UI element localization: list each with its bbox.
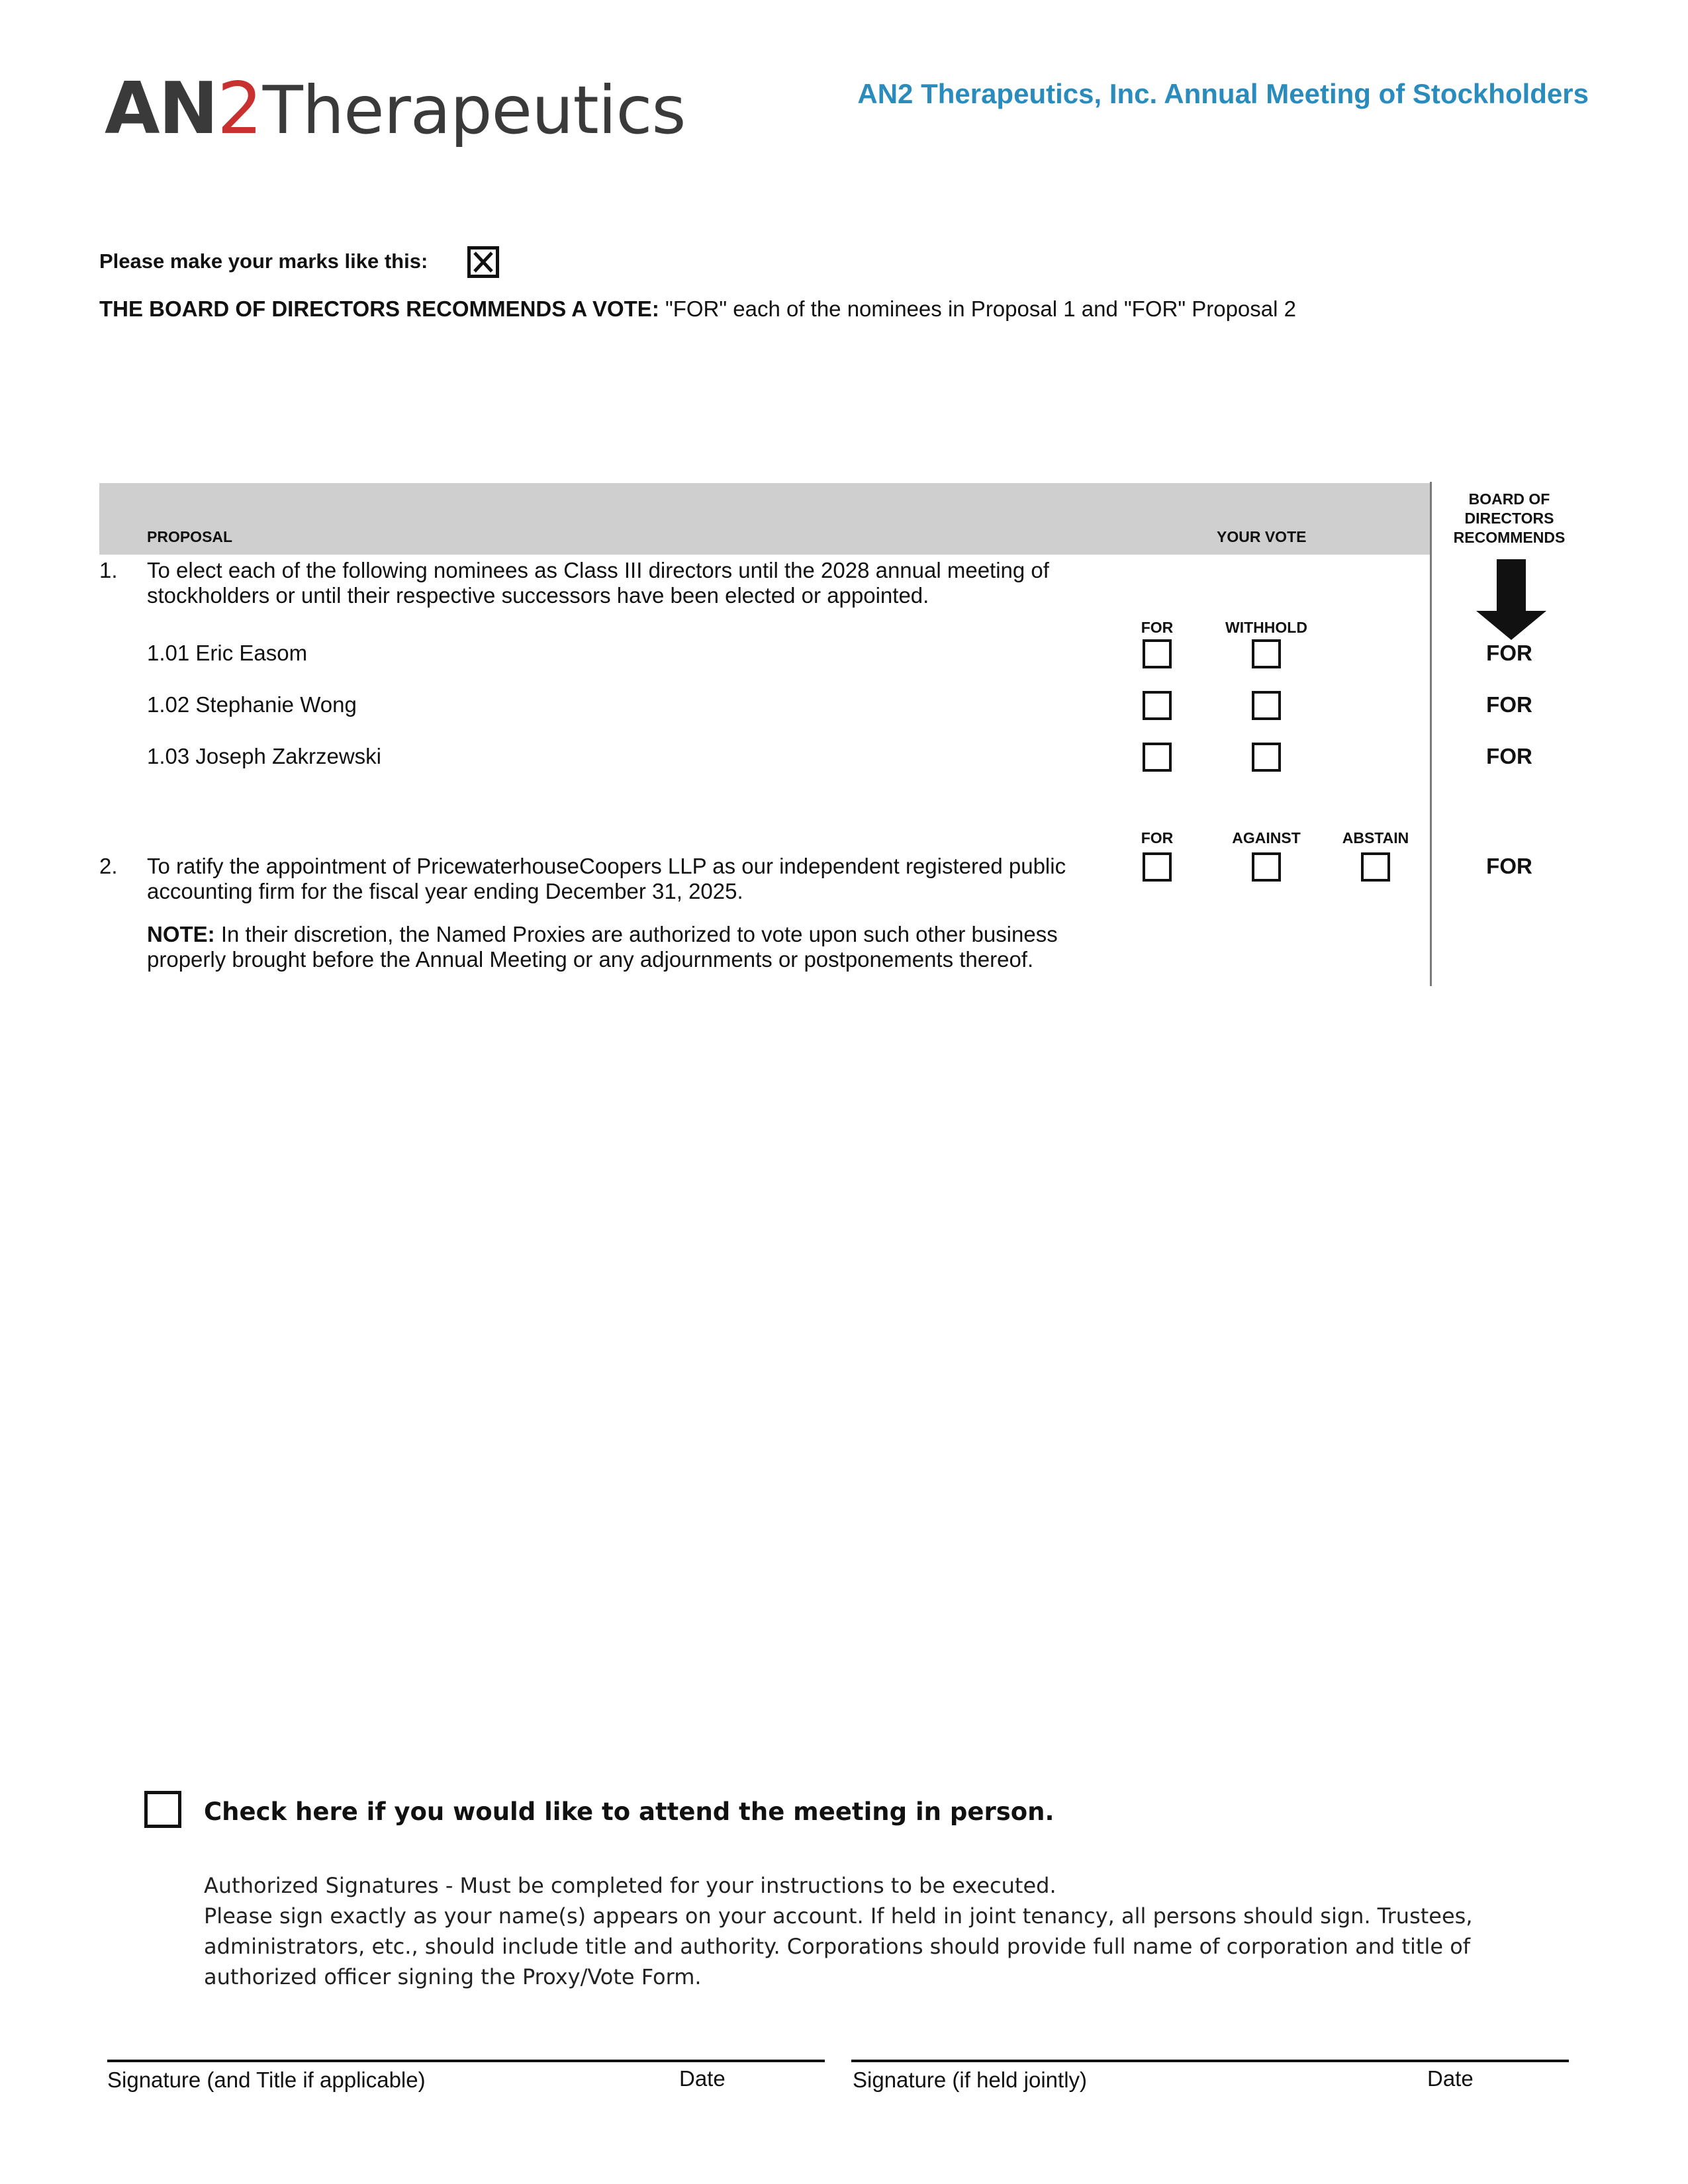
date-1-label: Date [679,2066,726,2091]
nominee-2-withhold-checkbox[interactable] [1252,691,1281,720]
proposal-2-text [147,854,1066,904]
sample-mark-box [467,246,499,278]
bod-line2: DIRECTORS [1464,510,1554,527]
recommendation-divider [1430,482,1432,986]
marks-instruction: Please make your marks like this: [99,250,428,273]
note-line1: In their discretion, the Named Proxies are authorized to vote upon such other business [214,922,1058,946]
proposal-1-number: 1. [99,558,118,582]
nominee-1-label: 1.01 Eric Easom [147,641,308,665]
date-2-label: Date [1427,2066,1474,2091]
nominee-1-withhold-checkbox[interactable] [1252,639,1281,668]
recommend-label: THE BOARD OF DIRECTORS RECOMMENDS A VOTE: [99,296,659,321]
proposal-2-abstain-checkbox[interactable] [1361,852,1390,882]
arrow-down-icon [1475,559,1548,640]
nominee-2-for-checkbox[interactable] [1143,691,1172,720]
auth-line4: authorized officer signing the Proxy/Vote Form. [204,1964,702,1989]
auth-line3: administrators, etc., should include title and authority. Corporations should provide full name of corporation and title of [204,1934,1471,1959]
board-recommendation [99,296,1296,322]
note-line2: properly brought before the Annual Meeting or any adjournments or postponements thereof. [147,947,1034,972]
proposal-1-line2: stockholders or until their respective successors have been elected or appointed. [147,583,929,608]
nominee-3-recommendation: FOR [1486,744,1532,768]
nominee-3-for-checkbox[interactable] [1143,743,1172,772]
logo-2: 2 [216,68,263,150]
proposal-2-line2: accounting firm for the fiscal year ending December 31, 2025. [147,879,743,903]
bod-line1: BOARD OF [1468,490,1550,508]
logo-an: AN [105,68,217,150]
proposal-2-against-checkbox[interactable] [1252,852,1281,882]
signature-line-2[interactable] [851,2060,1569,2062]
your-vote-header: YOUR VOTE [1217,528,1307,545]
nominee-3-label: 1.03 Joseph Zakrzewski [147,744,381,768]
p2-for-header: FOR [1141,829,1174,846]
auth-line2: Please sign exactly as your name(s) appears on your account. If held in joint tenancy, all persons should sign. Trustees, [204,1903,1473,1929]
attend-in-person-checkbox[interactable] [144,1791,181,1828]
proposal-2-line1: To ratify the appointment of PricewaterhouseCoopers LLP as our independent registered public [147,854,1066,878]
auth-line1: Authorized Signatures - Must be completed for your instructions to be executed. [204,1873,1056,1898]
signature-2-label: Signature (if held jointly) [853,2068,1088,2092]
proposal-1-text [147,558,1049,608]
bod-line3: RECOMMENDS [1453,529,1566,546]
proposal-1-line1: To elect each of the following nominees as Class III directors until the 2028 annual meeting of [147,558,1049,582]
recommend-text: "FOR" each of the nominees in Proposal 1 and "FOR" Proposal 2 [659,296,1296,321]
nominee-2-recommendation: FOR [1486,692,1532,717]
authorization-text [204,1870,1488,1992]
logo-therapeutics: Therapeutics [262,71,686,149]
signature-1-label: Signature (and Title if applicable) [107,2068,426,2092]
meeting-title: AN2 Therapeutics, Inc. Annual Meeting of Stockholders [857,78,1589,109]
company-logo [105,66,686,152]
note-label: NOTE: [147,922,215,946]
nominee-1-for-checkbox[interactable] [1143,639,1172,668]
proposal-2-number: 2. [99,854,118,878]
signature-line-1[interactable] [107,2060,825,2062]
nominee-1-recommendation: FOR [1486,641,1532,665]
board-recommends-header [1433,490,1585,547]
proposal-2-for-checkbox[interactable] [1143,852,1172,882]
p2-against-header: AGAINST [1232,829,1301,846]
nominee-3-withhold-checkbox[interactable] [1252,743,1281,772]
proposal-2-recommendation: FOR [1486,854,1532,878]
p1-for-header: FOR [1141,619,1174,636]
proposal-header: PROPOSAL [147,528,233,545]
note [147,922,1058,972]
p2-abstain-header: ABSTAIN [1342,829,1409,846]
x-mark-icon [471,250,496,275]
nominee-2-label: 1.02 Stephanie Wong [147,692,357,717]
attend-in-person-label: Check here if you would like to attend the meeting in person. [204,1797,1055,1826]
p1-withhold-header: WITHHOLD [1225,619,1307,636]
